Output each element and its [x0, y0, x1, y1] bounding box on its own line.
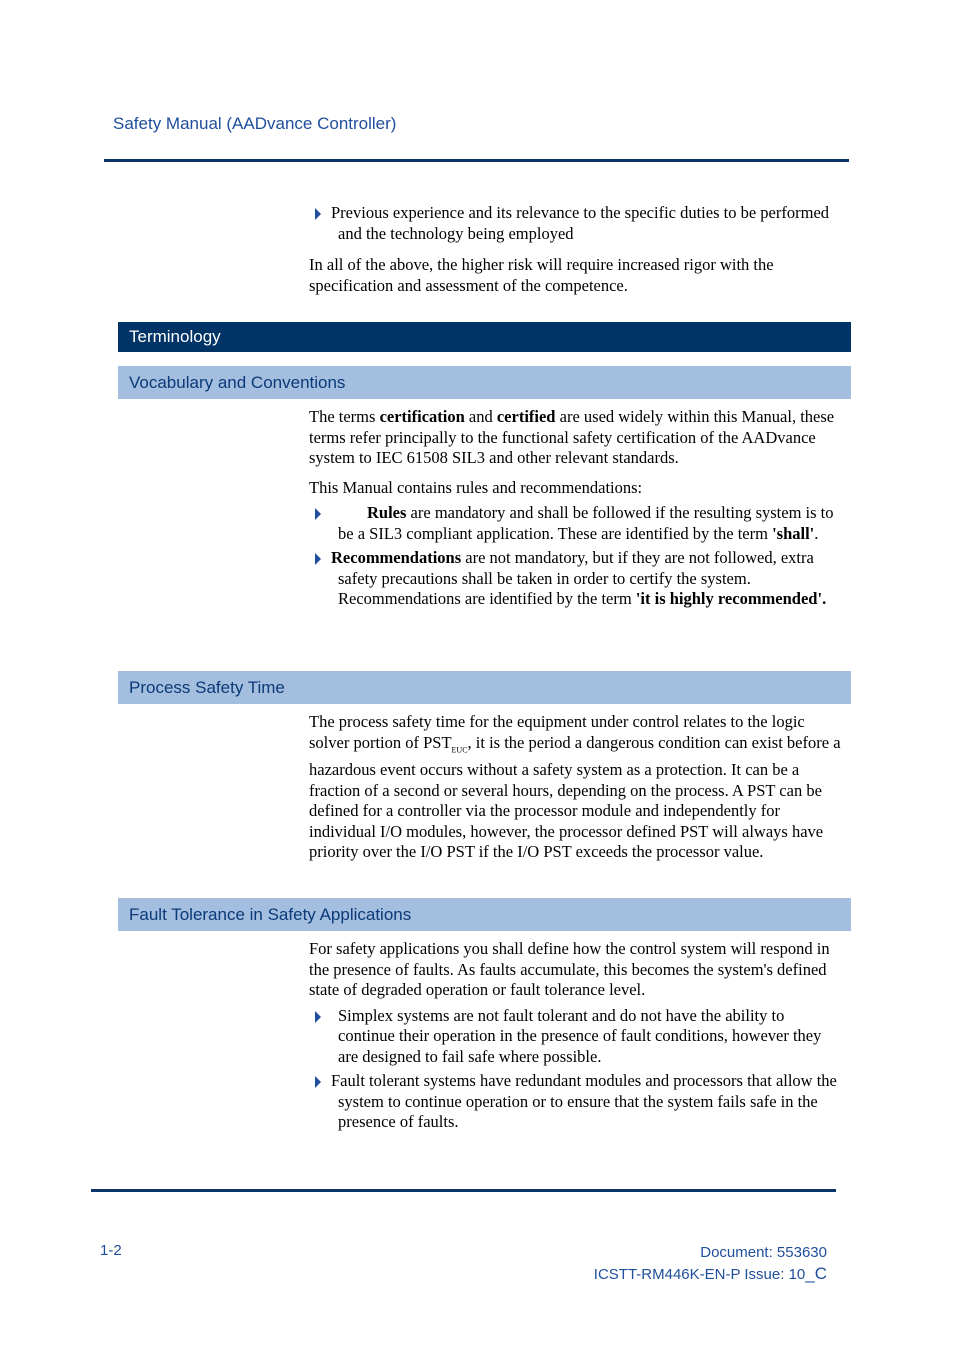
header-rule	[104, 159, 849, 162]
list-item	[309, 1006, 844, 1068]
fault-block	[309, 939, 844, 1137]
bullet-text: Simplex systems are not fault tolerant and do not have the ability to continue their operation in the presence of fault conditions, however they are designed to fail safe where possible.	[338, 1005, 822, 1066]
triangle-right-icon	[315, 208, 321, 220]
pst-block	[309, 712, 844, 872]
paragraph: This Manual contains rules and recommendations:	[309, 477, 643, 497]
triangle-right-icon	[315, 1076, 321, 1088]
triangle-right-icon	[315, 553, 321, 565]
paragraph: In all of the above, the higher risk will require increased rigor with the specification and assessment of the competence.	[309, 255, 774, 295]
paragraph: For safety applications you shall define how the control system will respond in the presence of faults. As faults accumulate, this becomes the system's defined state of degraded operation or fault tolerance level.	[309, 939, 830, 999]
list-item: Recommendations are not mandatory, but if they are not followed, extra safety precautions shall be taken in order to certify the system. Recommendations are identified by the term 'it is highly recommended'.	[309, 548, 844, 610]
intro-block	[309, 203, 844, 305]
document-info	[594, 1242, 827, 1285]
list-item	[309, 203, 844, 244]
section-heading-fault-tolerance: Fault Tolerance in Safety Applications	[118, 898, 851, 931]
section-heading-terminology: Terminology	[118, 322, 851, 352]
section-heading-vocabulary: Vocabulary and Conventions	[118, 366, 851, 399]
footer-rule	[91, 1189, 836, 1192]
bullet-text: Fault tolerant systems have redundant modules and processors that allow the system to continue operation or to ensure that the system fails safe in the presence of faults.	[331, 1071, 837, 1131]
paragraph: The process safety time for the equipment under control relates to the logic solver portion of $PST_{EUC}$, it is the period a dangerous condition can exist before a hazardous event occurs without a safety system as a protection. It can be a fraction of a second or several hours, depending on the process. A PST can be defined for a controller via the processor module and independently for individual I/O modules, however, the processor defined PST will always have priority over the I/O PST if the I/O PST exceeds the processor value.	[309, 712, 841, 862]
issue-number: ICSTT-RM446K-EN-P Issue: 10_C	[593, 1264, 827, 1283]
section-heading-process-safety-time: Process Safety Time	[118, 671, 851, 704]
page-header-title: Safety Manual (AADvance Controller)	[113, 114, 397, 133]
list-item: Rules are mandatory and shall be followed if the resulting system is to be a SIL3 compliant application. These are identified by the term 'shall'.	[309, 503, 844, 544]
page-number: 1-2	[100, 1242, 122, 1259]
document-number: Document: 553630	[700, 1244, 827, 1261]
paragraph: The terms certification and certified are used widely within this Manual, these terms refer principally to the functional safety certification of the AADvance system to IEC 61508 SIL3 and other relevant standards.	[309, 407, 835, 467]
list-item	[309, 1071, 844, 1133]
bullet-text: Previous experience and its relevance to the specific duties to be performed and the technology being employed	[331, 203, 830, 243]
triangle-right-icon	[315, 508, 321, 520]
triangle-right-icon	[315, 1011, 321, 1023]
vocabulary-block	[309, 407, 844, 614]
